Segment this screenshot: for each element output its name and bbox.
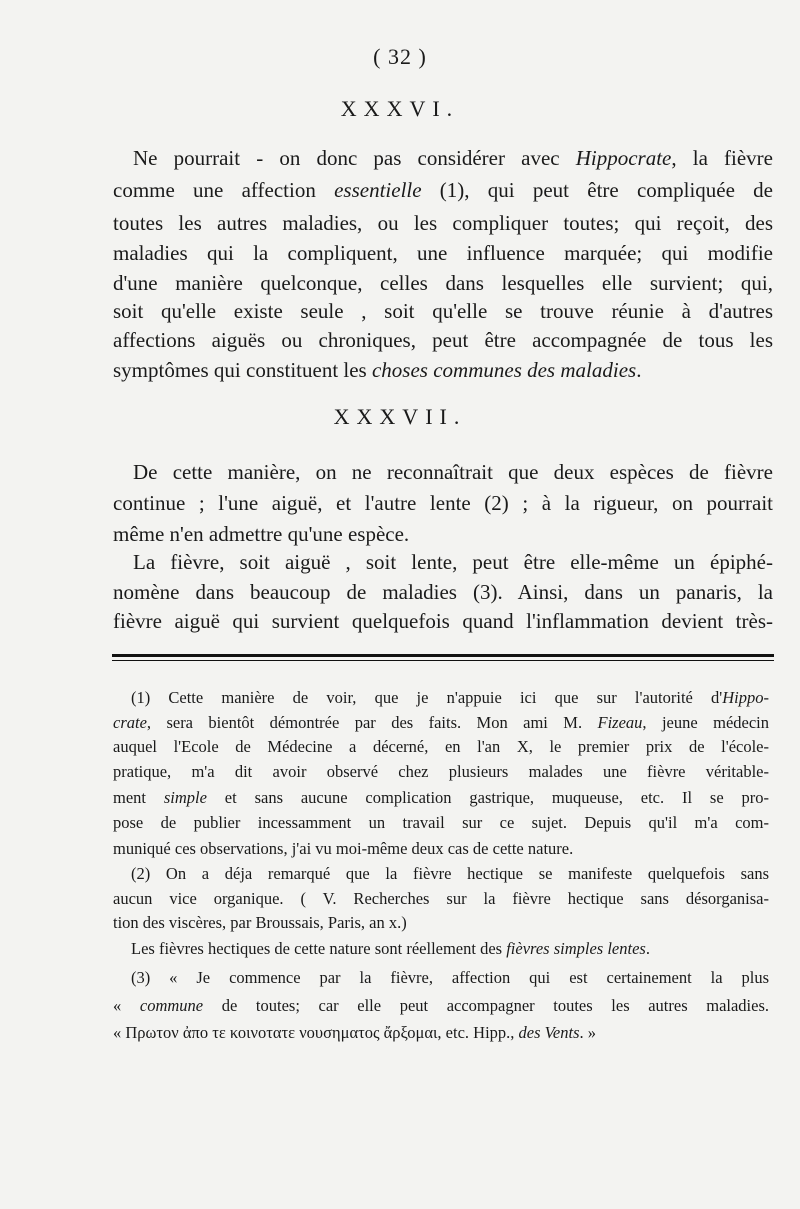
- footnote-line: ment simple et sans aucune complication gastrique, muqueuse, etc. Il se pro-: [113, 788, 769, 807]
- footnote-line: pose de publier incessamment un travail sur ce sujet. Depuis qu'il m'a com-: [113, 813, 769, 832]
- footnote-line: (2) On a déja remarqué que la fièvre hectique se manifeste quelquefois sans: [131, 864, 769, 883]
- footnote-line: pratique, m'a dit avoir observé chez plusieurs malades une fièvre véritable-: [113, 762, 769, 781]
- text-line: La fièvre, soit aiguë , soit lente, peut être elle-même un épiphé-: [133, 550, 773, 574]
- footnote-line: crate, sera bientôt démontrée par des faits. Mon ami M. Fizeau, jeune médecin: [113, 713, 769, 732]
- text-line: soit qu'elle existe seule , soit qu'elle se trouve réunie à d'autres: [113, 299, 773, 323]
- footnote-line: aucun vice organique. ( V. Recherches sur la fièvre hectique sans désorganisa-: [113, 889, 769, 908]
- page-number: ( 32 ): [373, 44, 427, 69]
- text-line: affections aiguës ou chroniques, peut être accompagnée de tous les: [113, 328, 773, 352]
- section-heading-xxxvii: XXXVII.: [333, 404, 467, 429]
- text-line: comme une affection essentielle (1), qui peut être compliquée de: [113, 178, 773, 202]
- footnote-line: (1) Cette manière de voir, que je n'appuie ici que sur l'autorité d'Hippo-: [131, 688, 769, 707]
- footnote-line: auquel l'Ecole de Médecine a décerné, en l'an X, le premier prix de l'école-: [113, 737, 769, 756]
- text-line: toutes les autres maladies, ou les compliquer toutes; qui reçoit, des: [113, 211, 773, 235]
- text-line: symptômes qui constituent les choses communes des maladies.: [113, 358, 642, 382]
- text-line: même n'en admettre qu'une espèce.: [113, 522, 410, 546]
- footnote-separator-thick: [112, 654, 774, 657]
- text-line: continue ; l'une aiguë, et l'autre lente (2) ; à la rigueur, on pourrait: [113, 491, 773, 515]
- footnote-line: (3) « Je commence par la fièvre, affection qui est certainement la plus: [131, 968, 769, 987]
- footnote-line: tion des viscères, par Broussais, Paris, an x.): [113, 913, 407, 932]
- footnote-separator-thin: [112, 660, 774, 661]
- text-line: Ne pourrait - on donc pas considérer avec Hippocrate, la fièvre: [133, 146, 773, 170]
- text-line: d'une manière quelconque, celles dans lesquelles elle survient; qui,: [113, 271, 773, 295]
- footnote-line: muniqué ces observations, j'ai vu moi-même deux cas de cette nature.: [113, 839, 574, 858]
- text-line: fièvre aiguë qui survient quelquefois quand l'inflammation devient très-: [113, 609, 773, 633]
- text-line: nomène dans beaucoup de maladies (3). Ainsi, dans un panaris, la: [113, 580, 773, 604]
- section-heading-xxxvi: XXXVI.: [340, 96, 460, 121]
- footnote-line: Les fièvres hectiques de cette nature sont réellement des fièvres simples lentes.: [131, 939, 650, 958]
- footnote-line: « Πρωτον ἀπο τε κοινοτατε νουσηματος ἄρξομαι, etc. Hipp., des Vents. »: [113, 1023, 596, 1042]
- footnote-line: « commune de toutes; car elle peut accompagner toutes les autres maladies.: [113, 996, 770, 1015]
- text-line: maladies qui la compliquent, une influence marquée; qui modifie: [113, 241, 773, 265]
- text-line: De cette manière, on ne reconnaîtrait que deux espèces de fièvre: [133, 460, 773, 484]
